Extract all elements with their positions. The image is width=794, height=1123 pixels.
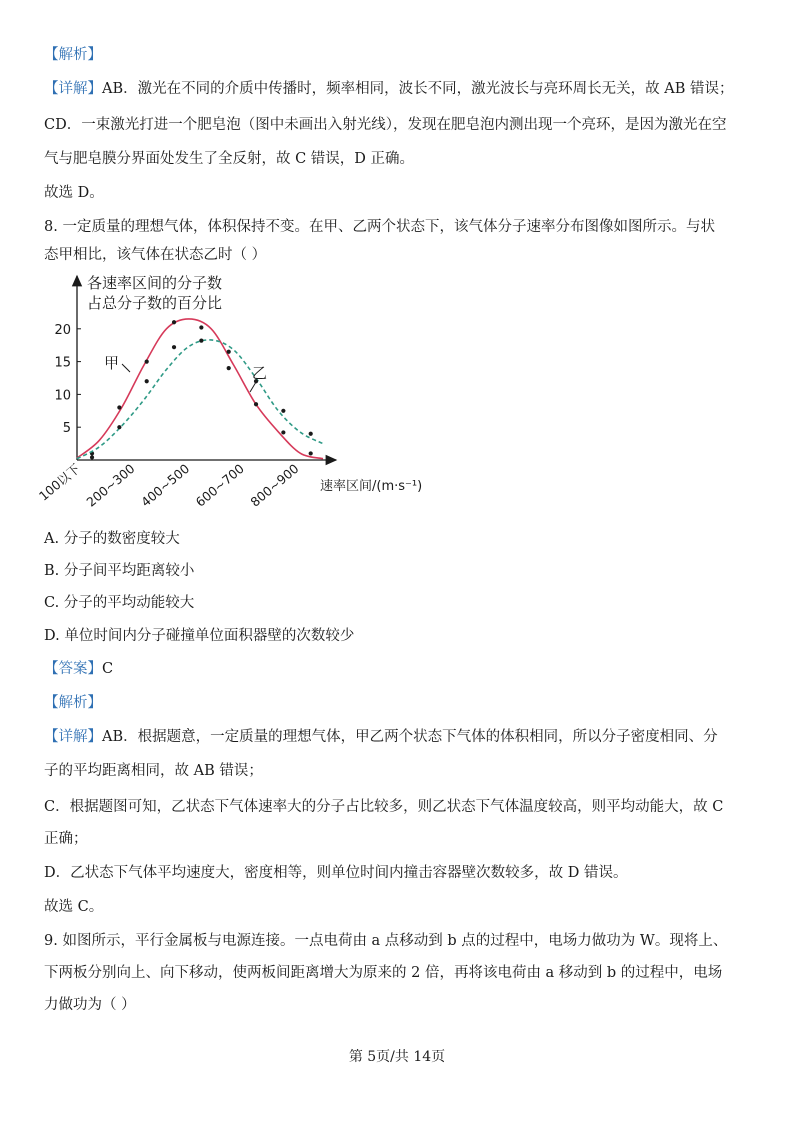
question-9-line-3: 力做功为（ ） [44, 997, 136, 1013]
x-tick-label: 800~900 [247, 460, 302, 510]
data-point [117, 425, 121, 429]
option-b: B. 分子间平均距离较小 [44, 563, 195, 579]
answer-tag: 【答案】 [44, 661, 102, 677]
detail-1-text-1: AB．激光在不同的介质中传播时，频率相同，波长不同，激光波长与亮环周长无关，故 AB 错误； [102, 81, 734, 97]
data-point [145, 379, 149, 383]
detail-1-choose: 故选 D。 [44, 185, 104, 201]
x-axis-label: 速率区间/(m·s⁻¹) [320, 479, 423, 494]
option-a: A. 分子的数密度较大 [44, 531, 180, 547]
detail-2-line-3: C．根据题图可知，乙状态下气体速率大的分子占比较多，则乙状态下气体温度较高，则平均动能大，故 C [44, 799, 724, 815]
answer-line [44, 658, 764, 680]
data-point [172, 320, 176, 324]
detail-1-line-1 [44, 78, 764, 100]
y-tick-label: 20 [54, 322, 71, 338]
detail-2-line-1 [44, 726, 764, 748]
y-axis-label-line-2: 占总分子数的百分比 [87, 294, 223, 312]
leader-line-yi [250, 382, 256, 392]
data-point [227, 366, 231, 370]
x-tick-label: 200~300 [83, 460, 138, 510]
analysis-heading-1: 【解析】 [44, 47, 102, 63]
detail-2-line-5: D．乙状态下气体平均速度大，密度相等，则单位时间内撞击容器壁次数较多，故 D 错误。 [44, 865, 628, 881]
y-tick-label: 10 [54, 388, 71, 404]
series-label-yi: 乙 [252, 364, 268, 382]
option-d: D. 单位时间内分子碰撞单位面积器壁的次数较少 [44, 628, 355, 644]
detail-2-tag: 【详解】 [44, 729, 102, 745]
series-label-jia: 甲 [104, 354, 120, 372]
data-point [199, 339, 203, 343]
question-8-line-2: 态甲相比，该气体在状态乙时（ ） [44, 247, 267, 263]
x-tick-label: 600~700 [192, 460, 247, 510]
data-point [145, 360, 149, 364]
detail-1-tag: 【详解】 [44, 81, 102, 97]
answer-value: C [102, 661, 114, 677]
data-point [172, 345, 176, 349]
data-point [199, 325, 203, 329]
data-point [90, 455, 94, 459]
x-tick-label: 100以下 [35, 460, 83, 504]
x-tick-label: 400~500 [138, 460, 193, 510]
data-point [227, 350, 231, 354]
page-footer: 第 5页/共 14页 [348, 1049, 446, 1065]
question-8-line-1: 8. 一定质量的理想气体，体积保持不变。在甲、乙两个状态下，该气体分子速率分布图像如图所示。与状 [44, 219, 715, 235]
option-c: C. 分子的平均动能较大 [44, 595, 195, 611]
detail-2-text-1: AB．根据题意，一定质量的理想气体，甲乙两个状态下气体的体积相同，所以分子密度相同、分 [102, 729, 718, 745]
analysis-heading-2: 【解析】 [44, 695, 102, 711]
y-tick-label: 15 [54, 355, 71, 371]
detail-2-choose: 故选 C。 [44, 899, 104, 915]
detail-2-line-2: 子的平均距离相同，故 AB 错误； [44, 763, 263, 779]
data-point [309, 432, 313, 436]
leader-line-jia [122, 364, 130, 372]
data-point [281, 430, 285, 434]
detail-1-line-2: CD．一束激光打进一个肥皂泡（图中未画出入射光线），发现在肥皂泡内测出现一个亮环，是因为激光在空 [44, 117, 727, 133]
data-point [254, 402, 258, 406]
data-point [281, 409, 285, 413]
y-axis-label-line-1: 各速率区间的分子数 [87, 274, 223, 292]
data-point [309, 451, 313, 455]
detail-1-line-3: 气与肥皂膜分界面处发生了全反射，故 C 错误，D 正确。 [44, 151, 415, 167]
question-9-line-2: 下两板分别向上、向下移动，使两板间距离增大为原来的 2 倍，再将该电荷由 a 移动到 b 的过程中，电场 [44, 965, 723, 981]
speed-distribution-chart [30, 268, 450, 530]
data-point [117, 405, 121, 409]
detail-2-line-4: 正确； [44, 831, 88, 847]
question-9-line-1: 9. 如图所示，平行金属板与电源连接。一点电荷由 a 点移动到 b 点的过程中，电场力做功为 W。现将上、 [44, 933, 728, 949]
y-tick-label: 5 [62, 421, 71, 437]
